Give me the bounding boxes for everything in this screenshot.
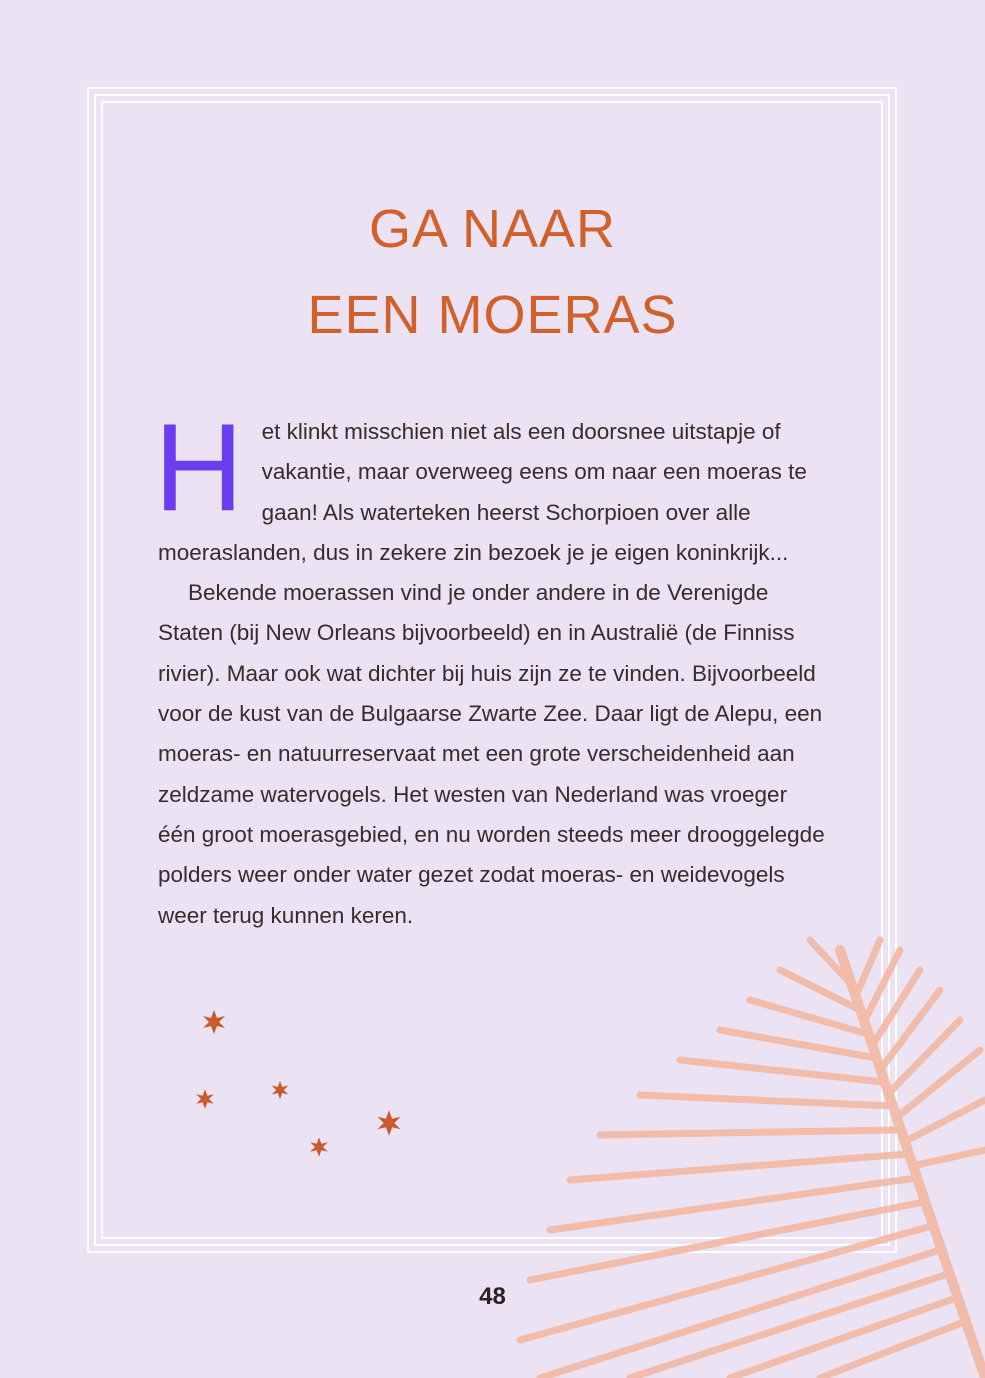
drop-cap: H <box>154 399 244 537</box>
star-icon <box>196 1089 214 1108</box>
paragraph-1-text: et klinkt misschien niet als een doorsnee uitstapje of vakantie, maar overweeg eens om naar een moeras te gaan! Als waterteken heerst Schorpioen over alle moeraslanden, dus in zekere zin bezoek je je eigen koninkrijk... <box>158 419 807 565</box>
paragraph-2: Bekende moerassen vind je onder andere in de Verenigde Staten (bij New Orleans bijvoorbeeld) en in Australië (de Finniss rivier). Maar ook wat dichter bij huis zijn ze te vinden. Bijvoorbeeld voor de kust van de Bulgaarse Zwarte Zee. Daar ligt de Alepu, een moeras- en natuurreservaat met een grote verscheidenheid aan zeldzame watervogels. Het westen van Nederland was vroeger één groot moerasgebied, en nu worden steeds meer drooggelegde polders weer onder water gezet zodat moeras- en weidevogels weer terug kunnen keren. <box>158 580 825 928</box>
star-icon <box>310 1137 328 1156</box>
page-number: 48 <box>479 1283 506 1310</box>
star-icon <box>377 1110 400 1135</box>
scorpio-constellation-icon <box>180 995 420 1175</box>
body-text <box>154 399 826 936</box>
title-line-2: EEN MOERAS <box>307 285 678 345</box>
title-line-1: GA NAAR <box>368 199 617 259</box>
paragraph-1 <box>154 399 826 573</box>
star-icon <box>272 1081 289 1099</box>
star-icon <box>203 1010 225 1034</box>
page-title <box>150 186 835 358</box>
